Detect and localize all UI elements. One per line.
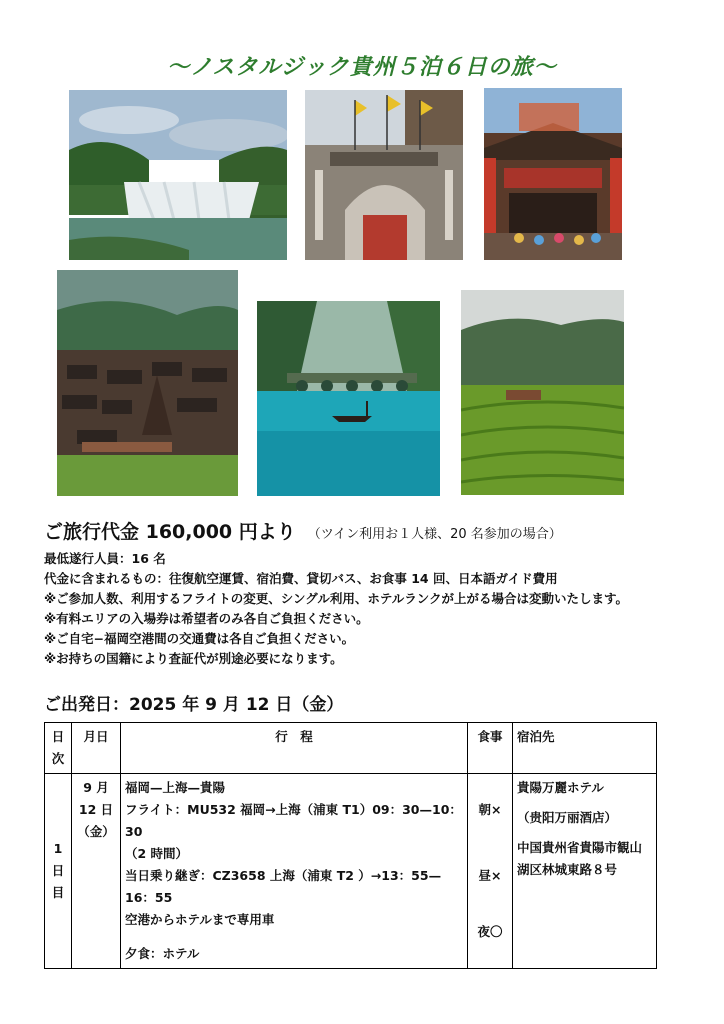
miao-village-photo xyxy=(57,270,238,496)
row-day: 1 日 目 xyxy=(45,774,72,969)
row-meals xyxy=(468,774,513,969)
price-note: （ツイン利用お１人様、20 名参加の場合） xyxy=(307,527,562,542)
price-line xyxy=(44,517,704,544)
route: 福岡—上海—貴陽 xyxy=(125,780,226,795)
stone-gate-photo xyxy=(305,90,463,260)
meal-lunch: 昼× xyxy=(478,868,502,883)
header-plan: 行 程 xyxy=(121,723,468,774)
header-day: 日 次 xyxy=(45,723,72,774)
included-items: 代金に含まれるもの：往復航空運賃、宿泊費、貸切バス、お食事 14 回、日本語ガイド費用 xyxy=(44,571,558,586)
hotel-name: 貴陽万麗ホテル xyxy=(517,780,604,795)
row-plan xyxy=(121,774,468,969)
meal-dinner: 夜〇 xyxy=(477,924,503,939)
emerald-river-photo xyxy=(257,301,440,496)
note-visa-fee: ※お持ちの国籍により査証代が別途必要になります。 xyxy=(44,651,343,666)
hotel-name-cn: （贵阳万丽酒店） xyxy=(517,810,618,825)
theater-stage-photo xyxy=(484,88,622,260)
waterfall-photo xyxy=(69,90,287,260)
min-participants: 最低遂行人員：16 名 xyxy=(44,551,166,566)
flight-1: フライト：MU532 福岡→上海（浦東 T1）09：30—10：30 xyxy=(125,802,462,839)
rice-terraces-photo xyxy=(461,290,624,495)
tour-info xyxy=(44,549,704,669)
tour-price: ご旅行代金 160,000 円より xyxy=(44,521,296,543)
note-price-change: ※ご参加人数、利用するフライトの変更、シングル利用、ホテルランクが上がる場合は変動いたします。 xyxy=(44,591,628,606)
header-date: 月日 xyxy=(72,723,121,774)
note-transport-fee: ※ご自宅−福岡空港間の交通費は各自ご負担ください。 xyxy=(44,631,355,646)
flight-2: 当日乗り継ぎ：CZ3658 上海（浦東 T2 ）→13：55—16：55 xyxy=(125,868,442,905)
row-hotel xyxy=(513,774,657,969)
meal-breakfast: 朝× xyxy=(478,802,502,817)
header-meal: 食事 xyxy=(468,723,513,774)
page-title: ～ノスタルジック貴州５泊６日の旅～ xyxy=(167,55,557,80)
table-header-row xyxy=(45,723,657,774)
table-row xyxy=(45,774,657,969)
flight-duration: （2 時間） xyxy=(125,846,189,861)
note-entrance-fee: ※有料エリアの入場券は希望者のみ各自ご負担ください。 xyxy=(44,611,369,626)
departure-date: ご出発日：2025 年 9 月 12 日（金） xyxy=(44,695,344,715)
transfer: 空港からホテルまで専用車 xyxy=(125,912,275,927)
itinerary-table xyxy=(44,722,657,969)
header-hotel: 宿泊先 xyxy=(513,723,657,774)
dinner-info: 夕食：ホテル xyxy=(125,946,200,961)
row-date: 9 月 12 日 （金） xyxy=(72,774,121,969)
hotel-address: 中国貴州省貴陽市観山湖区林城東路８号 xyxy=(517,840,643,877)
